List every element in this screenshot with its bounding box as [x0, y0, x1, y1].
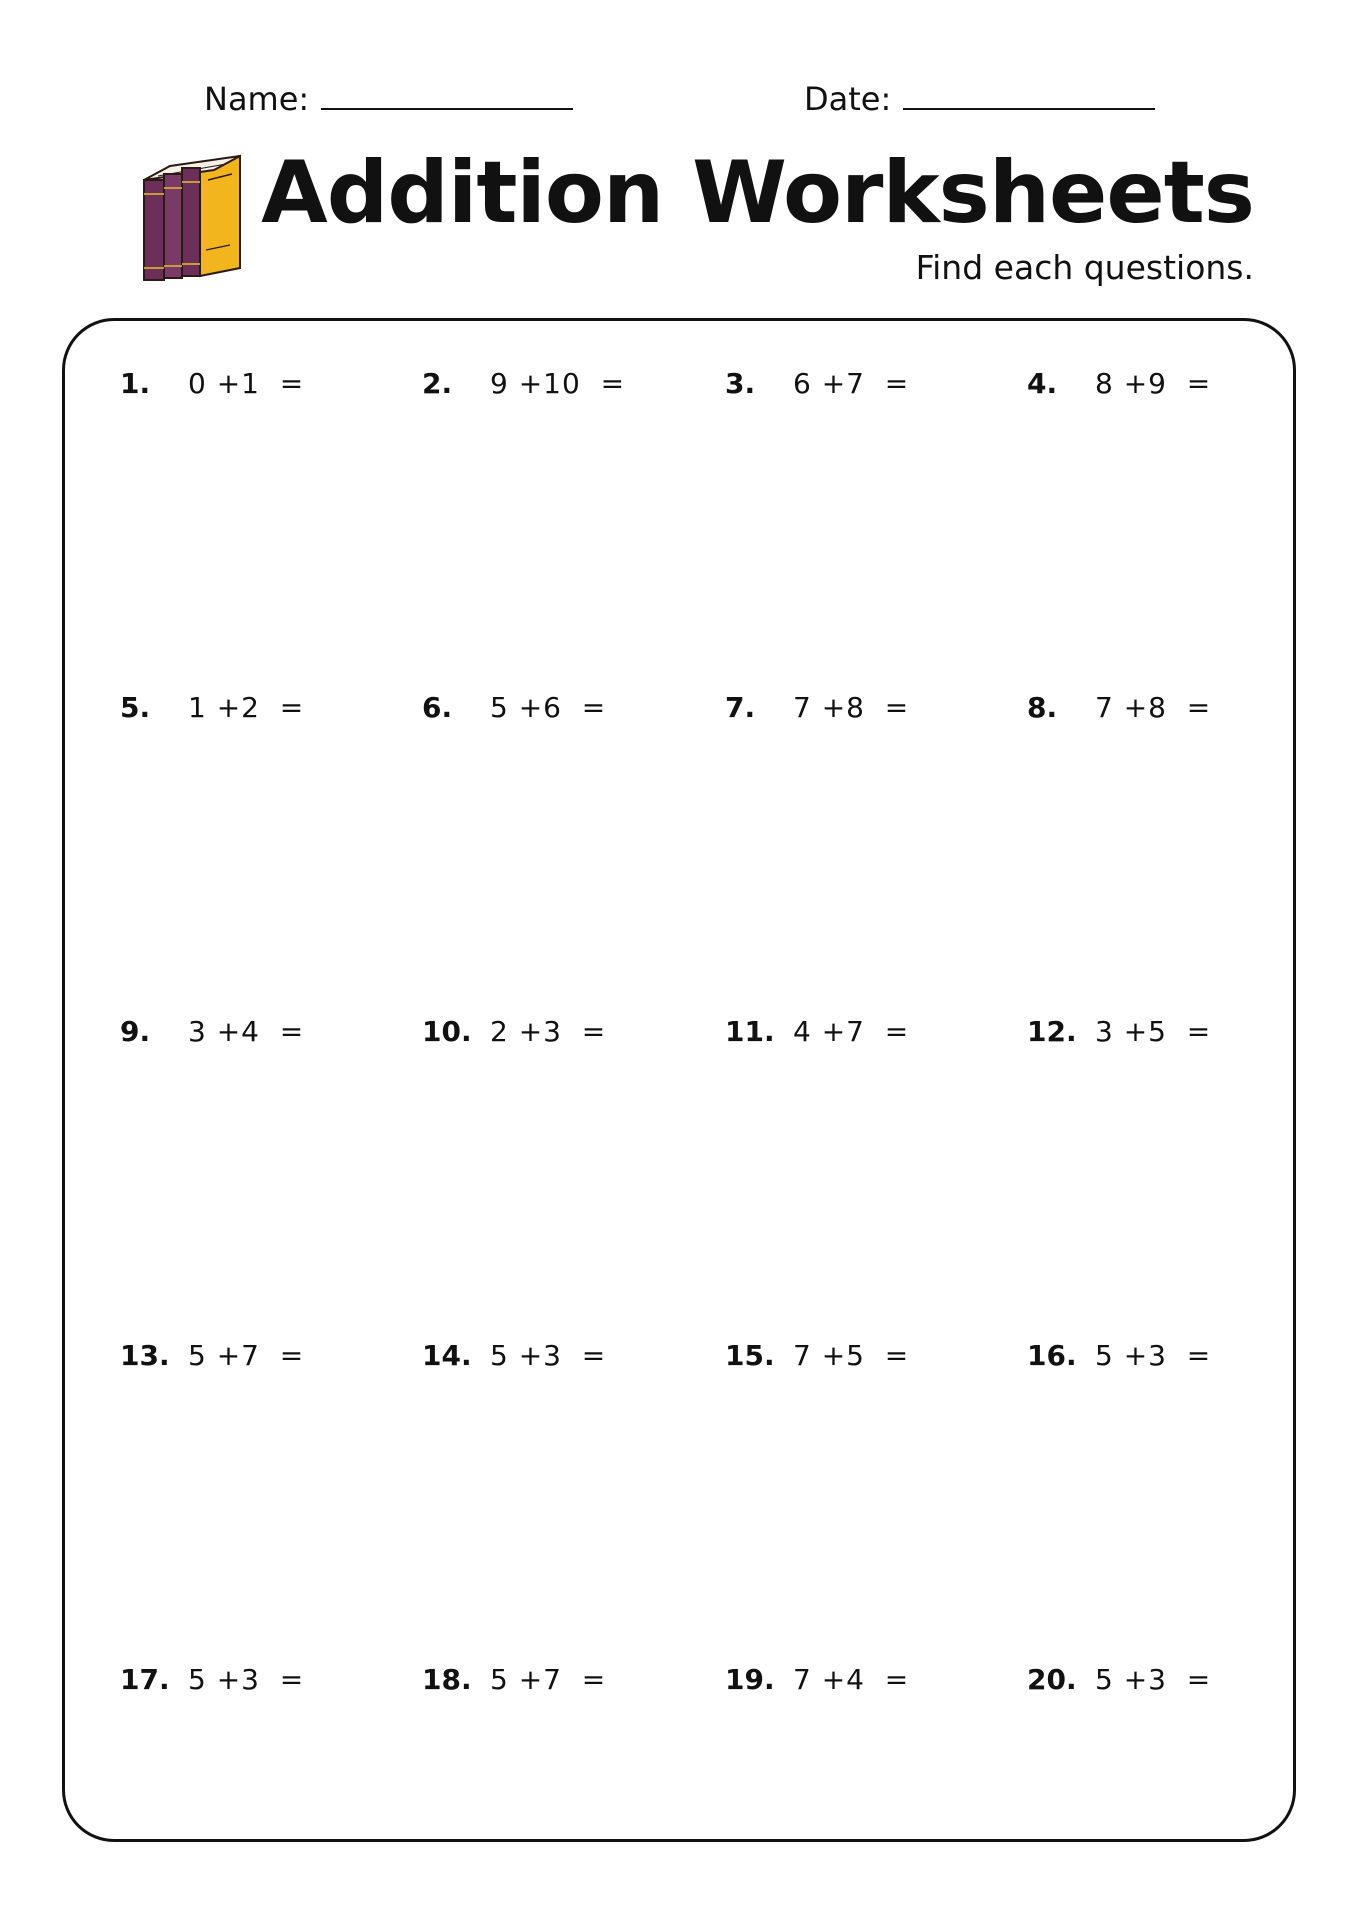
problem-item [120, 367, 304, 400]
problem-item [120, 1339, 304, 1372]
problem-number: 11. [725, 1015, 775, 1048]
problem-expression: 5 +7 = [490, 1663, 607, 1696]
problem-number: 15. [725, 1339, 775, 1372]
problem-expression: 6 +7 = [793, 367, 910, 400]
problem-expression: 7 +8 = [793, 691, 910, 724]
problems-box [62, 318, 1296, 1842]
problem-expression: 7 +4 = [793, 1663, 910, 1696]
name-label: Name: [204, 80, 310, 118]
problem-item [725, 1339, 909, 1372]
problem-expression: 0 +1 = [188, 367, 305, 400]
problem-number: 6. [422, 691, 453, 724]
page-subtitle: Find each questions. [915, 248, 1254, 287]
problem-item [725, 691, 909, 724]
problem-expression: 5 +6 = [490, 691, 607, 724]
date-blank-line[interactable] [903, 78, 1155, 110]
problem-number: 9. [120, 1015, 151, 1048]
problem-item [1027, 691, 1211, 724]
problem-item [725, 1015, 909, 1048]
problem-item [422, 1339, 606, 1372]
problem-item [120, 691, 304, 724]
problem-expression: 5 +3 = [1095, 1339, 1212, 1372]
problem-item [422, 691, 606, 724]
problem-expression: 3 +5 = [1095, 1015, 1212, 1048]
problem-number: 2. [422, 367, 453, 400]
problem-number: 12. [1027, 1015, 1077, 1048]
problem-expression: 1 +2 = [188, 691, 305, 724]
problem-expression: 8 +9 = [1095, 367, 1212, 400]
problem-number: 1. [120, 367, 151, 400]
problem-expression: 7 +5 = [793, 1339, 910, 1372]
page-title: Addition Worksheets [261, 143, 1254, 243]
problem-expression: 9 +10 = [490, 367, 626, 400]
problem-number: 3. [725, 367, 756, 400]
date-label: Date: [804, 80, 892, 118]
problem-number: 18. [422, 1663, 472, 1696]
problem-item [1027, 367, 1211, 400]
problem-number: 17. [120, 1663, 170, 1696]
problem-number: 7. [725, 691, 756, 724]
problem-item [1027, 1015, 1211, 1048]
problem-number: 14. [422, 1339, 472, 1372]
problem-number: 16. [1027, 1339, 1077, 1372]
problem-expression: 7 +8 = [1095, 691, 1212, 724]
problem-expression: 5 +3 = [490, 1339, 607, 1372]
problem-number: 4. [1027, 367, 1058, 400]
problem-item [725, 367, 909, 400]
name-field [204, 78, 573, 118]
problem-item [422, 367, 625, 400]
problem-number: 20. [1027, 1663, 1077, 1696]
problem-number: 8. [1027, 691, 1058, 724]
problem-expression: 4 +7 = [793, 1015, 910, 1048]
problem-expression: 2 +3 = [490, 1015, 607, 1048]
problem-item [1027, 1663, 1211, 1696]
problem-expression: 5 +3 = [1095, 1663, 1212, 1696]
problem-expression: 3 +4 = [188, 1015, 305, 1048]
problem-expression: 5 +3 = [188, 1663, 305, 1696]
problem-item [120, 1015, 304, 1048]
problem-expression: 5 +7 = [188, 1339, 305, 1372]
problem-item [422, 1015, 606, 1048]
problem-number: 19. [725, 1663, 775, 1696]
name-blank-line[interactable] [321, 78, 573, 110]
books-icon [140, 150, 250, 290]
problem-number: 5. [120, 691, 151, 724]
problem-number: 13. [120, 1339, 170, 1372]
problem-item [422, 1663, 606, 1696]
problems-grid [65, 321, 1293, 1839]
problem-item [725, 1663, 909, 1696]
date-field [804, 78, 1155, 118]
problem-item [1027, 1339, 1211, 1372]
problem-item [120, 1663, 304, 1696]
problem-number: 10. [422, 1015, 472, 1048]
